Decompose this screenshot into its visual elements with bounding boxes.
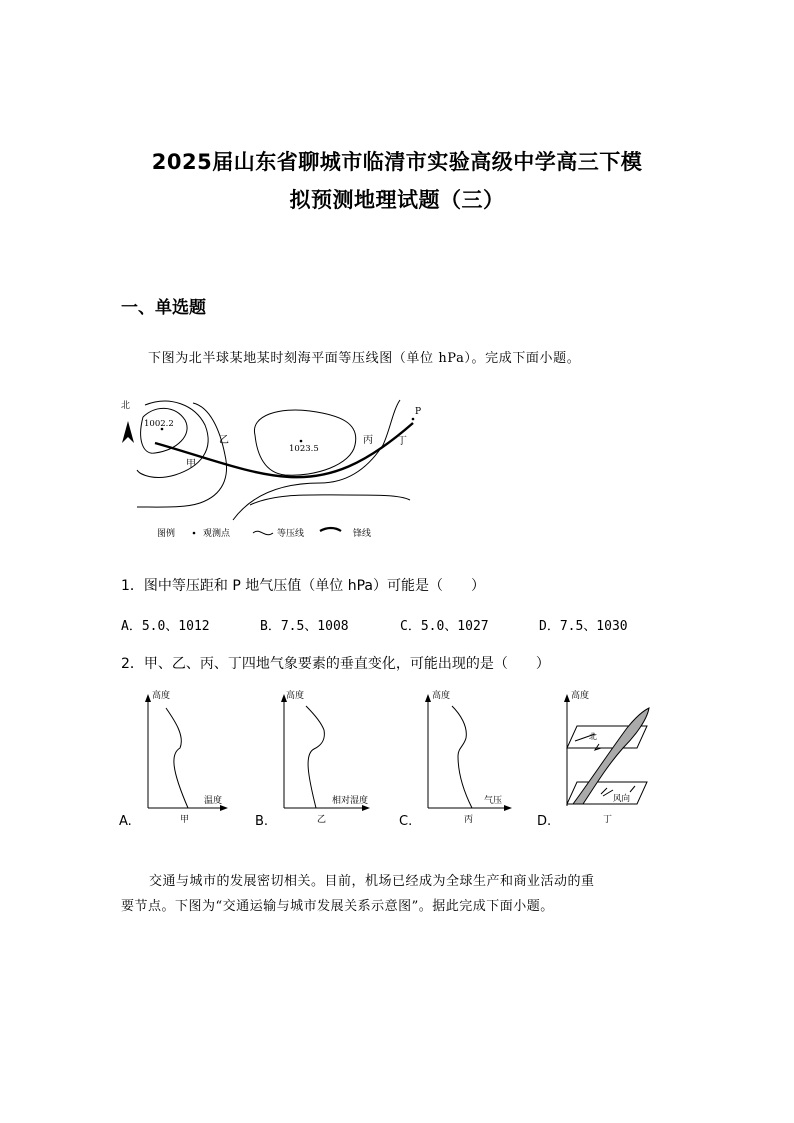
q1-option-b[interactable]: B．7.5、1008 — [260, 619, 349, 634]
y-axis-label: 高度 — [571, 691, 590, 701]
arrow-up-icon — [145, 694, 151, 702]
location-label: 甲 — [180, 815, 190, 825]
point-p-label: P — [415, 407, 422, 417]
panel-b-graph — [276, 686, 376, 826]
x-axis-label: 气压 — [484, 796, 503, 806]
isobar-map — [115, 395, 435, 545]
q1-option-c[interactable]: C．5.0、1027 — [400, 619, 489, 634]
page-title-line1: 2025届山东省聊城市临清市实验高级中学高三下模 — [151, 150, 643, 174]
arrow-up-icon — [564, 694, 570, 702]
legend-title: 图例 — [157, 529, 176, 539]
q2-option-d[interactable]: D. — [537, 814, 552, 829]
y-axis-label: 高度 — [286, 691, 305, 701]
y-axis-label: 高度 — [432, 691, 451, 701]
arrow-up-icon — [425, 694, 431, 702]
q1-option-a[interactable]: A．5.0、1012 — [121, 619, 210, 634]
location-label: 乙 — [317, 815, 327, 825]
place-ding: 丁 — [397, 436, 407, 447]
legend-front-symbol — [320, 528, 341, 531]
legend-isobar-symbol — [253, 531, 273, 534]
x-axis-label: 温度 — [204, 796, 223, 806]
question-1: 1．图中等压距和 P 地气压值（单位 hPa）可能是（ ） — [121, 578, 485, 594]
place-yi: 乙 — [219, 435, 229, 446]
legend-isobar: 等压线 — [277, 529, 305, 539]
wind-label: 风向 — [613, 794, 631, 804]
obs-point — [300, 440, 303, 443]
question-2: 2．甲、乙、丙、丁四地气象要素的垂直变化，可能出现的是（ ） — [121, 656, 550, 672]
panel-d-graph — [555, 686, 665, 826]
wind-arrow-icon — [601, 788, 613, 796]
x-axis-label: 相对湿度 — [332, 796, 369, 806]
place-jia: 甲 — [186, 459, 196, 470]
section-heading: 一、单选题 — [121, 298, 206, 318]
north-label: 北 — [589, 732, 597, 741]
paragraph-2-line1: 交通与城市的发展密切相关。目前，机场已经成为全球生产和商业活动的重 — [149, 874, 595, 889]
question-intro: 下图为北半球某地某时刻海平面等压线图（单位 hPa）。完成下面小题。 — [148, 351, 581, 366]
wind-arrow-icon — [595, 744, 601, 750]
north-label: 北 — [121, 401, 131, 411]
location-label: 丁 — [603, 815, 613, 825]
q2-option-a[interactable]: A. — [119, 814, 132, 829]
paragraph-2-line2: 要节点。下图为“交通运输与城市发展关系示意图”。据此完成下面小题。 — [121, 899, 554, 914]
panel-c-graph — [420, 686, 520, 826]
panel-a-graph — [140, 686, 230, 826]
location-label: 丙 — [464, 815, 474, 825]
pressure-value-center: 1023.5 — [289, 444, 319, 454]
q1-option-d[interactable]: D．7.5、1030 — [539, 619, 628, 634]
legend-obs: 观测点 — [203, 529, 231, 539]
isobar-line — [254, 410, 355, 475]
arrow-right-icon — [504, 805, 512, 811]
legend-obs-symbol — [193, 532, 196, 535]
q2-option-c[interactable]: C. — [399, 814, 413, 829]
y-axis-label: 高度 — [152, 691, 171, 701]
pressure-value-left: 1002.2 — [144, 419, 174, 429]
obs-point — [412, 418, 415, 421]
north-arrow-icon — [122, 421, 134, 443]
page-title-line2: 拟预测地理试题（三） — [289, 188, 505, 212]
legend-front: 锋线 — [353, 529, 372, 539]
isobar-line — [250, 495, 410, 505]
place-bing: 丙 — [363, 435, 373, 446]
q2-option-b[interactable]: B. — [255, 814, 269, 829]
